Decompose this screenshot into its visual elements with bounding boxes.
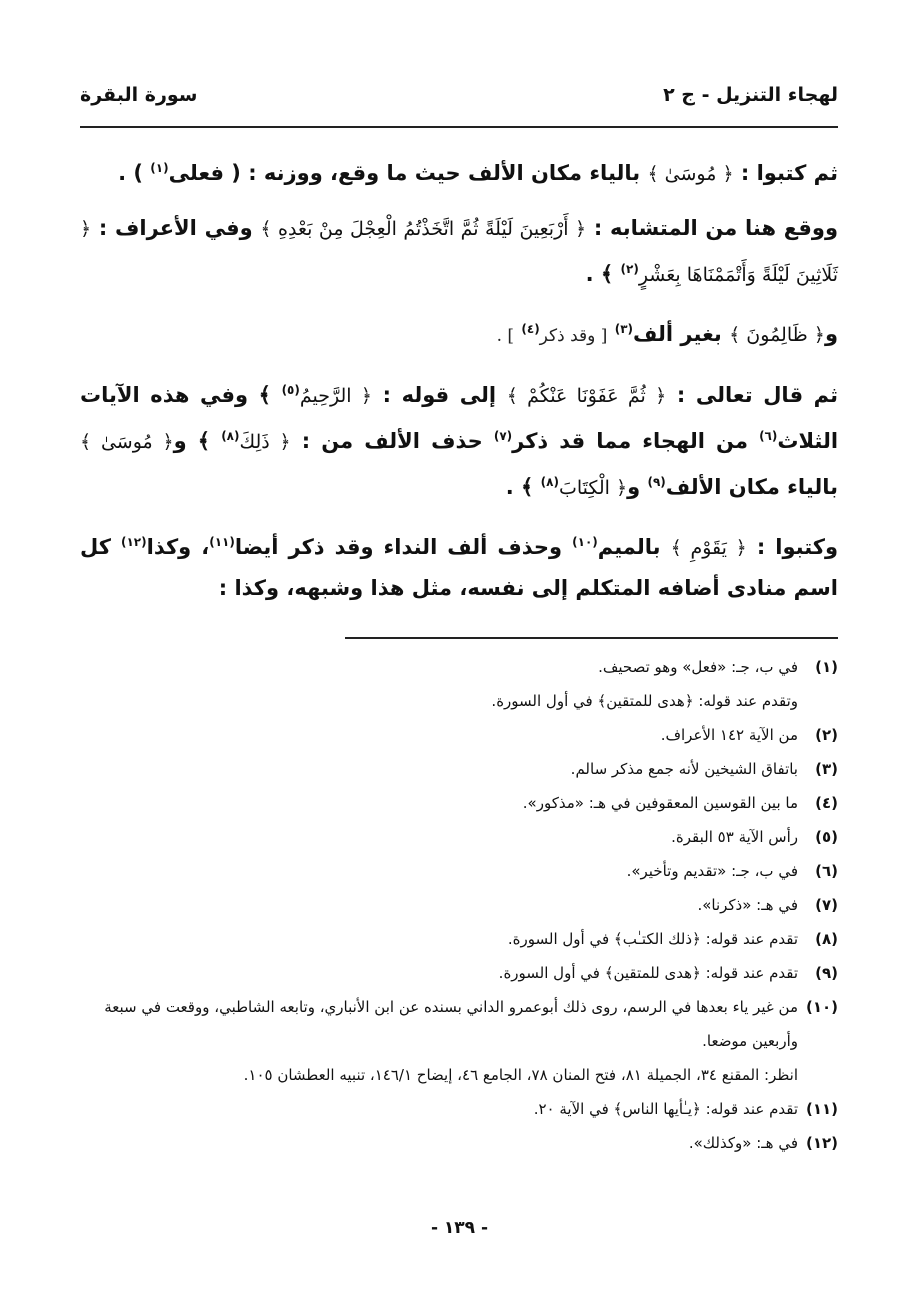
footnote-number: (١٢) [805,1134,838,1152]
quran-quote: ﴿ ذَلِكَ [239,431,291,453]
footnote-ref: (١٠) [572,535,598,549]
main-text [80,148,838,622]
text-run: وفي الأعراف : [98,216,253,240]
text-run: إلى قوله : [382,383,497,407]
quran-quote: ﴿ مُوسَىٰ ﴾ [647,163,734,185]
footnote-number: (٦) [815,862,838,880]
footnote-number: (١٠) [805,998,838,1016]
footnote-text: تقدم عند قوله: ﴿ذلك الكتـٰب﴾ في أول السورة. [507,930,798,948]
text-run: ثم قال تعالى : [676,383,839,407]
footnote-number: (٥) [815,828,838,846]
text-run: من الهجاء مما قد ذكر [512,429,748,453]
footnote-text: تقدم عند قوله: ﴿يـٰأيها الناس﴾ في الآية ٢٠. [533,1100,798,1118]
text-run: ﴾ . [505,475,534,499]
footnote-12 [80,1126,838,1160]
quran-quote: ﴿ ظَالِمُونَ ﴾ [729,324,825,346]
quran-quote: ﴿ مُوسَىٰ ﴾ [80,431,174,453]
footnote-5 [80,820,838,854]
page-number: - ١٣٩ - [430,1218,489,1238]
footnote-ref: (٨) [221,429,240,443]
text-run: [ وقد ذكر [539,326,608,346]
footnote-ref: (٢) [620,262,639,276]
footnote-text: في هـ: «وكذلك». [688,1134,798,1152]
text-run: و [824,322,838,346]
text-run: وحذف ألف النداء وقد ذكر أيضا [234,535,563,559]
text-run: ] . [496,326,515,346]
paragraph-1 [80,148,838,194]
footnote-6 [80,854,838,888]
footnote-number: (٧) [815,896,838,914]
text-run: بالميم [597,535,661,559]
book-title: لهجاء التنزيل - ج ٢ [663,84,838,106]
text-run: وكتبوا : [756,535,839,559]
text-run: ﴾ . [585,262,614,286]
text-run: ووقع هنا من المتشابه : [593,216,839,240]
footnote-number: (١١) [805,1100,838,1118]
footnote-number: (٨) [815,930,838,948]
text-run: ، وكذا [146,535,210,559]
header-divider [80,126,838,128]
quran-quote: ﴿ ثُمَّ عَفَوْنَا عَنْكُمْ ﴾ [506,385,667,407]
footnote-3 [80,752,838,786]
text-run: ) . [118,161,143,185]
footnote-text: ما بين القوسين المعقوفين في هـ: «مذكور». [522,794,798,812]
footnote-11 [80,1092,838,1126]
footnote-1-continued: وتقدم عند قوله: ﴿هدى للمتقين﴾ في أول السورة. [491,692,798,710]
footnote-text: في ب، جـ: «فعل» وهو تصحيف. [598,658,798,676]
footnote-text: في ب، جـ: «تقديم وتأخير». [626,862,798,880]
footnote-ref: (٤) [521,322,540,336]
footnote-text: باتفاق الشيخين لأنه جمع مذكر سالم. [570,760,798,778]
footnote-7 [80,888,838,922]
footnote-9 [80,956,838,990]
footnote-number: (٢) [815,726,838,744]
quran-quote: ﴿ الْكِتَابَ [558,477,628,499]
footnote-1 [80,650,838,684]
footnote-text: من الآية ١٤٢ الأعراف. [660,726,798,744]
text-run: ﴾ وفي هذه الآيات الثلاث [80,383,839,453]
footnote-ref: (٦) [759,429,778,443]
text-run: بالياء مكان الألف [665,475,838,499]
paragraph-4 [80,370,838,508]
quran-quote: ﴿ ثَلَاثِينَ لَيْلَةً وَأَتْمَمْنَاهَا بِعَشْرٍ [80,218,838,286]
footnote-ref: (١١) [209,535,235,549]
text-run: ثم كتبوا : [740,161,838,185]
footnote-ref: (٨) [540,475,559,489]
footnote-text: من غير ياء بعدها في الرسم، روى ذلك أبوعمرو الداني بسنده عن ابن الأنباري، وتابعه الشاطبي، ووقعت في سبعة وأربعين موضعا. [104,998,798,1050]
footnote-ref: (٣) [614,322,634,336]
paragraph-2 [80,208,838,295]
page-header [80,80,838,124]
text-run: كل اسم منادى أضافه المتكلم إلى نفسه، مثل هذا وشبهه، وكذا : [80,535,838,600]
footnote-number: (١) [815,658,838,676]
text-run: و [627,475,641,499]
quran-quote: ﴿ الرَّحِيمُ [299,385,372,407]
paragraph-3 [80,309,838,356]
surah-title: سورة البقرة [80,84,198,106]
footnote-ref: (٧) [493,429,513,443]
text-run: ﴾ و [173,429,211,453]
footnote-10 [80,990,838,1058]
footnote-2 [80,718,838,752]
footnote-divider [345,637,838,639]
footnote-text: رأس الآية ٥٣ البقرة. [671,828,798,846]
text-run: بالياء مكان الألف حيث ما وقع، ووزنه : ( فعلى [168,161,641,185]
footnote-ref: (٩) [647,475,666,489]
footnote-ref: (٥) [281,383,300,397]
footnote-ref: (١٢) [121,535,147,549]
text-run: بغير ألف [633,322,722,346]
footnote-8 [80,922,838,956]
footnote-number: (٩) [815,964,838,982]
footnote-text: في هـ: «ذكرنا». [697,896,798,914]
quran-quote: ﴿ أَرْبَعِينَ لَيْلَةً ثُمَّ اتَّخَذْتُمُ الْعِجْلَ مِنْ بَعْدِهِ ﴾ [260,218,587,240]
text-run: حذف الألف من : [301,429,483,453]
footnote-10-continued: انظر: المقنع ٣٤، الجميلة ٨١، فتح المنان ٧٨، الجامع ٤٦، إيضاح ١٤٦/١، تنبيه العطشان ١٠٥. [243,1066,798,1084]
footnote-ref: (١) [150,161,169,175]
paragraph-5 [80,522,838,608]
footnotes [80,650,838,1160]
quran-quote: ﴿ يَقَوْمِ ﴾ [670,537,747,559]
footnote-text: تقدم عند قوله: ﴿هدى للمتقين﴾ في أول السورة. [498,964,798,982]
footnote-number: (٣) [815,760,838,778]
footnote-4 [80,786,838,820]
footnote-number: (٤) [815,794,838,812]
